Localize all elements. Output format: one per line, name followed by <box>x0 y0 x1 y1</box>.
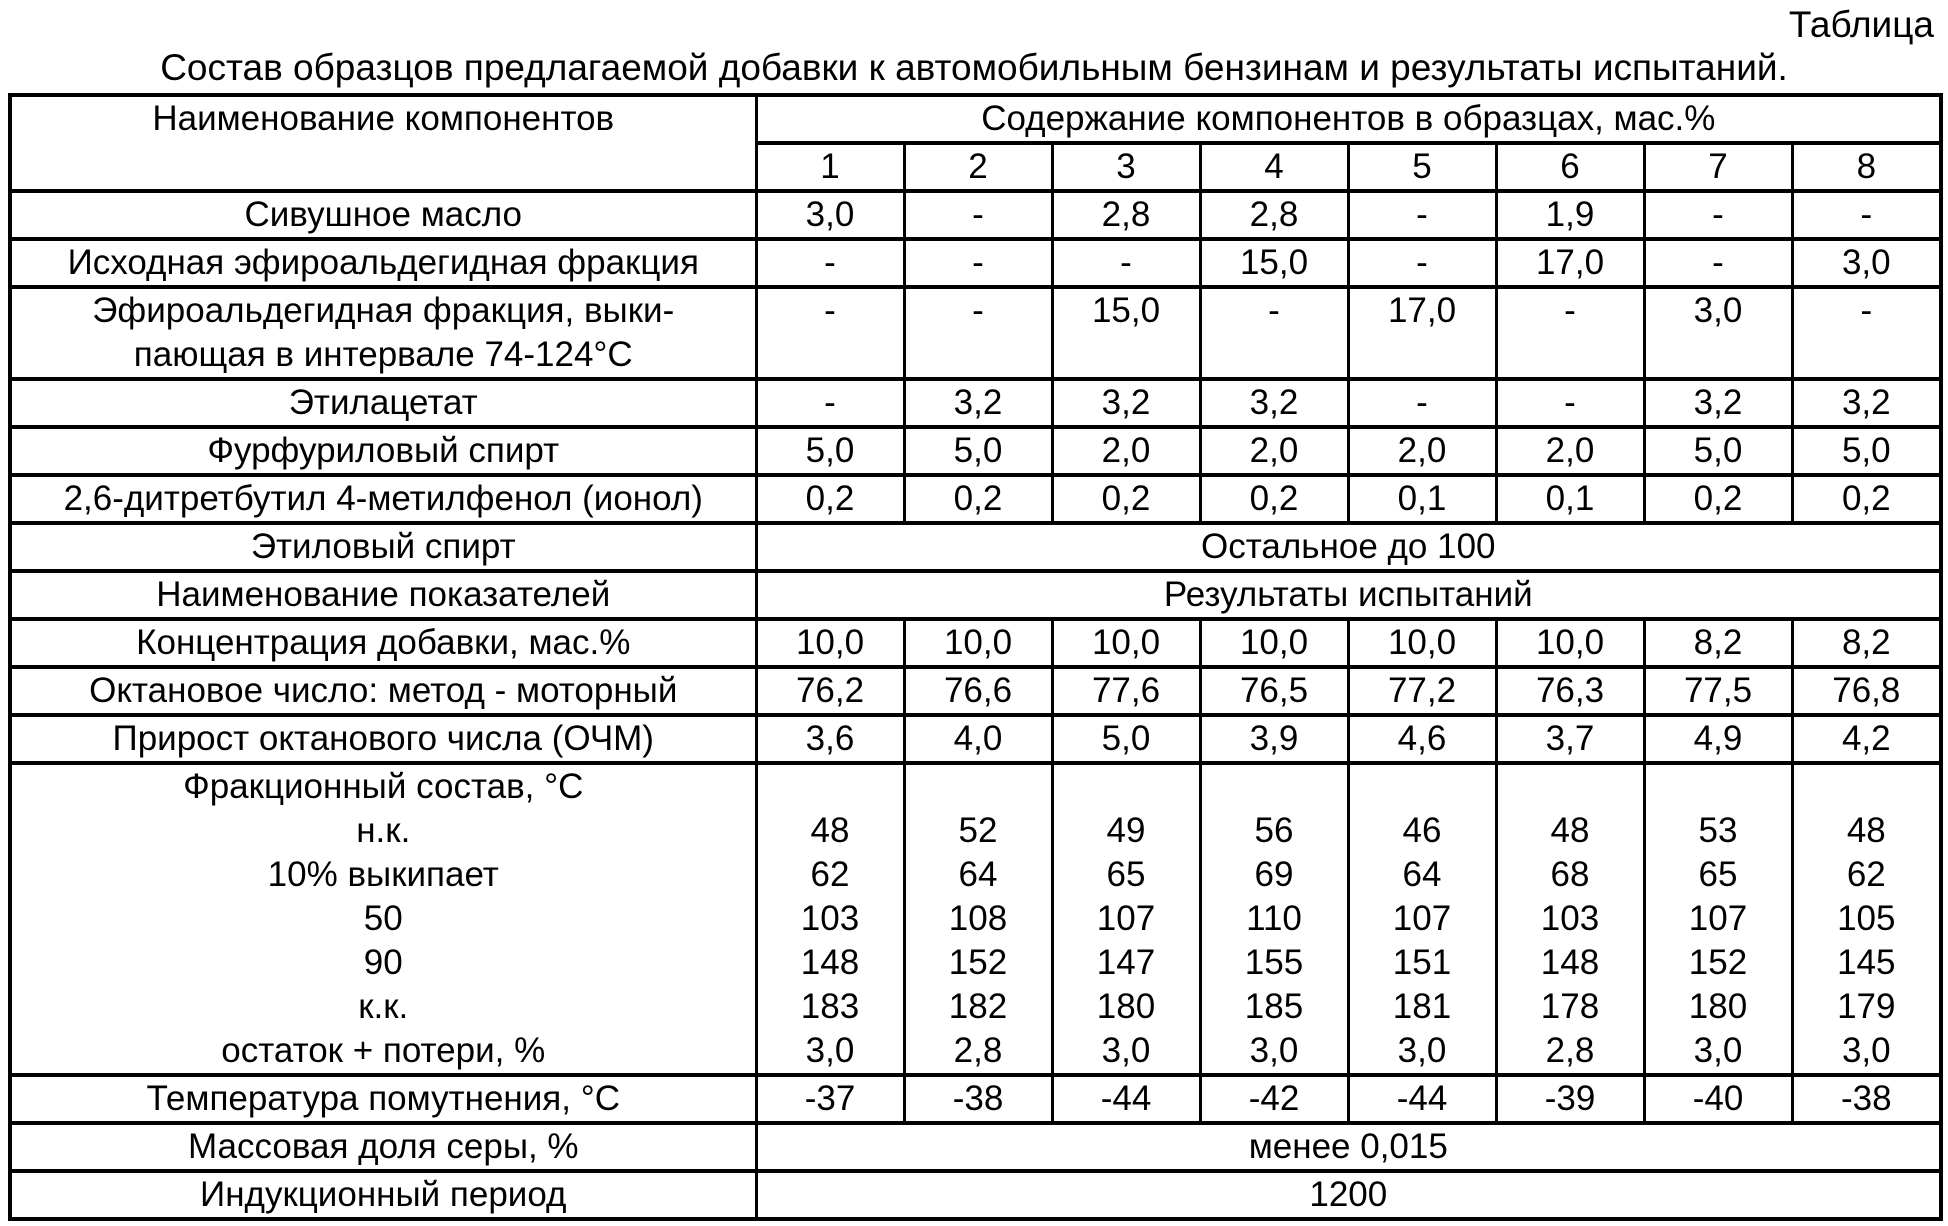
value-cell: 103 <box>1540 899 1600 938</box>
value-cell: 3,0 <box>756 191 904 239</box>
fractional-value-column <box>1348 763 1496 1075</box>
value-cell: 77,6 <box>1052 667 1200 715</box>
value-cell: -44 <box>1348 1075 1496 1123</box>
row-label: Индукционный период <box>10 1171 756 1219</box>
table-row <box>10 667 1941 715</box>
value-cell: 3,0 <box>1101 1031 1151 1070</box>
value-cell: 0,2 <box>1644 475 1792 523</box>
composition-results-table <box>8 93 1943 1221</box>
value-cell: - <box>1052 239 1200 287</box>
value-cell: 15,0 <box>1200 239 1348 287</box>
ethanol-value-cell: Остальное до 100 <box>756 523 1941 571</box>
spacer <box>1498 765 1643 809</box>
value-cell: - <box>904 239 1052 287</box>
fractional-line-label: 50 <box>363 899 403 938</box>
value-cell: - <box>1200 287 1348 379</box>
value-cell: - <box>1496 379 1644 427</box>
value-cell: 0,2 <box>756 475 904 523</box>
row-label-line-2: пающая в интервале 74-124°С <box>133 335 633 374</box>
row-label: Прирост октанового числа (ОЧМ) <box>10 715 756 763</box>
row-label: Массовая доля серы, % <box>10 1123 756 1171</box>
value-cell: 110 <box>1246 899 1302 938</box>
indicators-header-row <box>10 571 1941 619</box>
value-cell: - <box>756 379 904 427</box>
fractional-value-column <box>1792 763 1941 1075</box>
row-label: Этилацетат <box>10 379 756 427</box>
spacer <box>758 765 903 809</box>
spacer <box>906 765 1051 809</box>
row-label <box>10 287 756 379</box>
value-cell: 62 <box>810 855 850 894</box>
value-cell: 108 <box>948 899 1008 938</box>
value-cell: - <box>1644 239 1792 287</box>
value-cell: 3,0 <box>1792 239 1941 287</box>
sample-number: 3 <box>1052 143 1200 191</box>
value-cell: 76,8 <box>1792 667 1941 715</box>
value-cell: 151 <box>1392 943 1452 982</box>
value-cell: 2,0 <box>1200 427 1348 475</box>
value-cell: 76,2 <box>756 667 904 715</box>
fractional-value-column <box>1052 763 1200 1075</box>
value-cell: 2,0 <box>1496 427 1644 475</box>
fractional-value-column <box>904 763 1052 1075</box>
value-cell: 183 <box>800 987 860 1026</box>
value-cell: - <box>1792 191 1941 239</box>
components-column-header: Наименование компонентов <box>10 95 756 191</box>
value-cell: 77,2 <box>1348 667 1496 715</box>
value-cell: 148 <box>1540 943 1600 982</box>
value-cell: - <box>756 239 904 287</box>
fractional-title: Фракционный состав, °С <box>183 767 584 806</box>
value-cell: 76,6 <box>904 667 1052 715</box>
value-cell: 48 <box>1550 811 1590 850</box>
table-row <box>10 475 1941 523</box>
value-cell: 4,2 <box>1792 715 1941 763</box>
value-cell: 3,0 <box>1249 1031 1299 1070</box>
value-cell: - <box>904 287 1052 379</box>
value-cell: 0,2 <box>1200 475 1348 523</box>
value-cell: 10,0 <box>1200 619 1348 667</box>
value-cell: 152 <box>948 943 1008 982</box>
sample-number: 6 <box>1496 143 1644 191</box>
sample-number: 5 <box>1348 143 1496 191</box>
value-cell: - <box>1348 239 1496 287</box>
value-cell: 3,0 <box>1397 1031 1447 1070</box>
sample-number: 2 <box>904 143 1052 191</box>
induction-value-cell: 1200 <box>756 1171 1941 1219</box>
value-cell: 3,2 <box>1792 379 1941 427</box>
value-cell: -38 <box>1792 1075 1941 1123</box>
value-cell: 3,6 <box>756 715 904 763</box>
value-cell: 53 <box>1698 811 1738 850</box>
fractional-value-column <box>1644 763 1792 1075</box>
value-cell: 5,0 <box>756 427 904 475</box>
fractional-line-label: остаток + потери, % <box>221 1031 546 1070</box>
spacer <box>1646 765 1791 809</box>
row-label: Концентрация добавки, мас.% <box>10 619 756 667</box>
row-label: Сивушное масло <box>10 191 756 239</box>
value-cell: 17,0 <box>1348 287 1496 379</box>
value-cell: 5,0 <box>904 427 1052 475</box>
value-cell: 3,7 <box>1496 715 1644 763</box>
value-cell: 178 <box>1540 987 1600 1026</box>
spacer <box>1202 765 1347 809</box>
table-row <box>10 715 1941 763</box>
value-cell: 0,1 <box>1496 475 1644 523</box>
fractional-value-column <box>1496 763 1644 1075</box>
sample-number: 8 <box>1792 143 1941 191</box>
row-label: Исходная эфироальдегидная фракция <box>10 239 756 287</box>
value-cell: - <box>1644 191 1792 239</box>
page-title: Состав образцов предлагаемой добавки к автомобильным бензинам и результаты испытаний. <box>160 47 1788 88</box>
value-cell: 107 <box>1688 899 1748 938</box>
value-cell: 2,8 <box>953 1031 1003 1070</box>
value-cell: -38 <box>904 1075 1052 1123</box>
value-cell: 2,0 <box>1348 427 1496 475</box>
value-cell: 76,3 <box>1496 667 1644 715</box>
value-cell: 69 <box>1254 855 1294 894</box>
indicators-column-header: Наименование показателей <box>10 571 756 619</box>
value-cell: - <box>904 191 1052 239</box>
value-cell: -40 <box>1644 1075 1792 1123</box>
value-cell: 2,8 <box>1545 1031 1595 1070</box>
sample-number: 4 <box>1200 143 1348 191</box>
value-cell: - <box>1496 287 1644 379</box>
value-cell: 8,2 <box>1792 619 1941 667</box>
value-cell: -39 <box>1496 1075 1644 1123</box>
value-cell: 46 <box>1402 811 1442 850</box>
value-cell: 10,0 <box>756 619 904 667</box>
value-cell: - <box>1348 379 1496 427</box>
content-column-header: Содержание компонентов в образцах, мас.% <box>756 95 1941 143</box>
row-label: Октановое число: метод - моторный <box>10 667 756 715</box>
ethanol-row <box>10 523 1941 571</box>
value-cell: 180 <box>1688 987 1748 1026</box>
sample-number: 1 <box>756 143 904 191</box>
table-row <box>10 379 1941 427</box>
row-label-line-1: Эфироальдегидная фракция, выки- <box>92 291 675 330</box>
value-cell: 2,8 <box>1200 191 1348 239</box>
spacer <box>1350 765 1495 809</box>
fractional-line-label: н.к. <box>356 811 411 850</box>
value-cell: 4,6 <box>1348 715 1496 763</box>
value-cell: 65 <box>1106 855 1146 894</box>
value-cell: 0,2 <box>904 475 1052 523</box>
value-cell: 64 <box>1402 855 1442 894</box>
fractional-line-label: 10% выкипает <box>267 855 499 894</box>
value-cell: 182 <box>948 987 1008 1026</box>
value-cell: 5,0 <box>1792 427 1941 475</box>
fractional-value-column <box>756 763 904 1075</box>
value-cell: 52 <box>958 811 998 850</box>
value-cell: 4,0 <box>904 715 1052 763</box>
value-cell: 105 <box>1837 899 1896 938</box>
table-row <box>10 1075 1941 1123</box>
value-cell: 4,9 <box>1644 715 1792 763</box>
value-cell: 179 <box>1837 987 1896 1026</box>
value-cell: 77,5 <box>1644 667 1792 715</box>
value-cell: 5,0 <box>1052 715 1200 763</box>
induction-row <box>10 1171 1941 1219</box>
fractional-composition-row <box>10 763 1941 1075</box>
value-cell: -44 <box>1052 1075 1200 1123</box>
row-label: 2,6-дитретбутил 4-метилфенол (ионол) <box>10 475 756 523</box>
value-cell: 10,0 <box>1052 619 1200 667</box>
value-cell: 10,0 <box>1496 619 1644 667</box>
fractional-label-cell <box>10 763 756 1075</box>
value-cell: 49 <box>1106 811 1146 850</box>
value-cell: 48 <box>1846 811 1886 850</box>
fractional-value-column <box>1200 763 1348 1075</box>
value-cell: 180 <box>1096 987 1156 1026</box>
sample-number: 7 <box>1644 143 1792 191</box>
row-label: Этиловый спирт <box>10 523 756 571</box>
value-cell: 15,0 <box>1052 287 1200 379</box>
value-cell: -42 <box>1200 1075 1348 1123</box>
value-cell: - <box>756 287 904 379</box>
spacer <box>1794 765 1940 809</box>
value-cell: 10,0 <box>1348 619 1496 667</box>
fractional-line-label: к.к. <box>358 987 409 1026</box>
value-cell: 155 <box>1244 943 1304 982</box>
sulfur-row <box>10 1123 1941 1171</box>
value-cell: 3,2 <box>904 379 1052 427</box>
value-cell: 103 <box>800 899 860 938</box>
value-cell: 2,0 <box>1052 427 1200 475</box>
spacer <box>1054 765 1199 809</box>
value-cell: 185 <box>1244 987 1304 1026</box>
value-cell: 1,9 <box>1496 191 1644 239</box>
value-cell: 56 <box>1254 811 1294 850</box>
value-cell: 5,0 <box>1644 427 1792 475</box>
value-cell: 0,2 <box>1052 475 1200 523</box>
value-cell: 8,2 <box>1644 619 1792 667</box>
table-row <box>10 619 1941 667</box>
table-row <box>10 427 1941 475</box>
header-row-1 <box>10 95 1941 143</box>
row-label: Температура помутнения, °С <box>10 1075 756 1123</box>
value-cell: 3,0 <box>1841 1031 1891 1070</box>
value-cell: -37 <box>756 1075 904 1123</box>
sulfur-value-cell: менее 0,015 <box>756 1123 1941 1171</box>
row-label: Фурфуриловый спирт <box>10 427 756 475</box>
fractional-line-label: 90 <box>363 943 403 982</box>
value-cell: 145 <box>1837 943 1896 982</box>
value-cell: 17,0 <box>1496 239 1644 287</box>
value-cell: 2,8 <box>1052 191 1200 239</box>
table-caption-label: Таблица <box>1788 4 1934 45</box>
value-cell: 107 <box>1096 899 1156 938</box>
value-cell: 76,5 <box>1200 667 1348 715</box>
value-cell: - <box>1348 191 1496 239</box>
value-cell: 3,2 <box>1644 379 1792 427</box>
value-cell: 3,0 <box>805 1031 855 1070</box>
value-cell: 10,0 <box>904 619 1052 667</box>
value-cell: 152 <box>1688 943 1748 982</box>
value-cell: 181 <box>1392 987 1452 1026</box>
value-cell: 3,2 <box>1052 379 1200 427</box>
table-row <box>10 239 1941 287</box>
value-cell: 62 <box>1846 855 1886 894</box>
value-cell: 3,0 <box>1693 1031 1743 1070</box>
value-cell: 147 <box>1096 943 1156 982</box>
value-cell: - <box>1792 287 1941 379</box>
value-cell: 107 <box>1392 899 1452 938</box>
value-cell: 65 <box>1698 855 1738 894</box>
value-cell: 68 <box>1550 855 1590 894</box>
results-section-header: Результаты испытаний <box>756 571 1941 619</box>
value-cell: 0,2 <box>1792 475 1941 523</box>
table-row <box>10 191 1941 239</box>
value-cell: 3,2 <box>1200 379 1348 427</box>
table-row <box>10 287 1941 379</box>
value-cell: 148 <box>800 943 860 982</box>
value-cell: 3,0 <box>1644 287 1792 379</box>
value-cell: 48 <box>810 811 850 850</box>
value-cell: 64 <box>958 855 998 894</box>
value-cell: 0,1 <box>1348 475 1496 523</box>
value-cell: 3,9 <box>1200 715 1348 763</box>
